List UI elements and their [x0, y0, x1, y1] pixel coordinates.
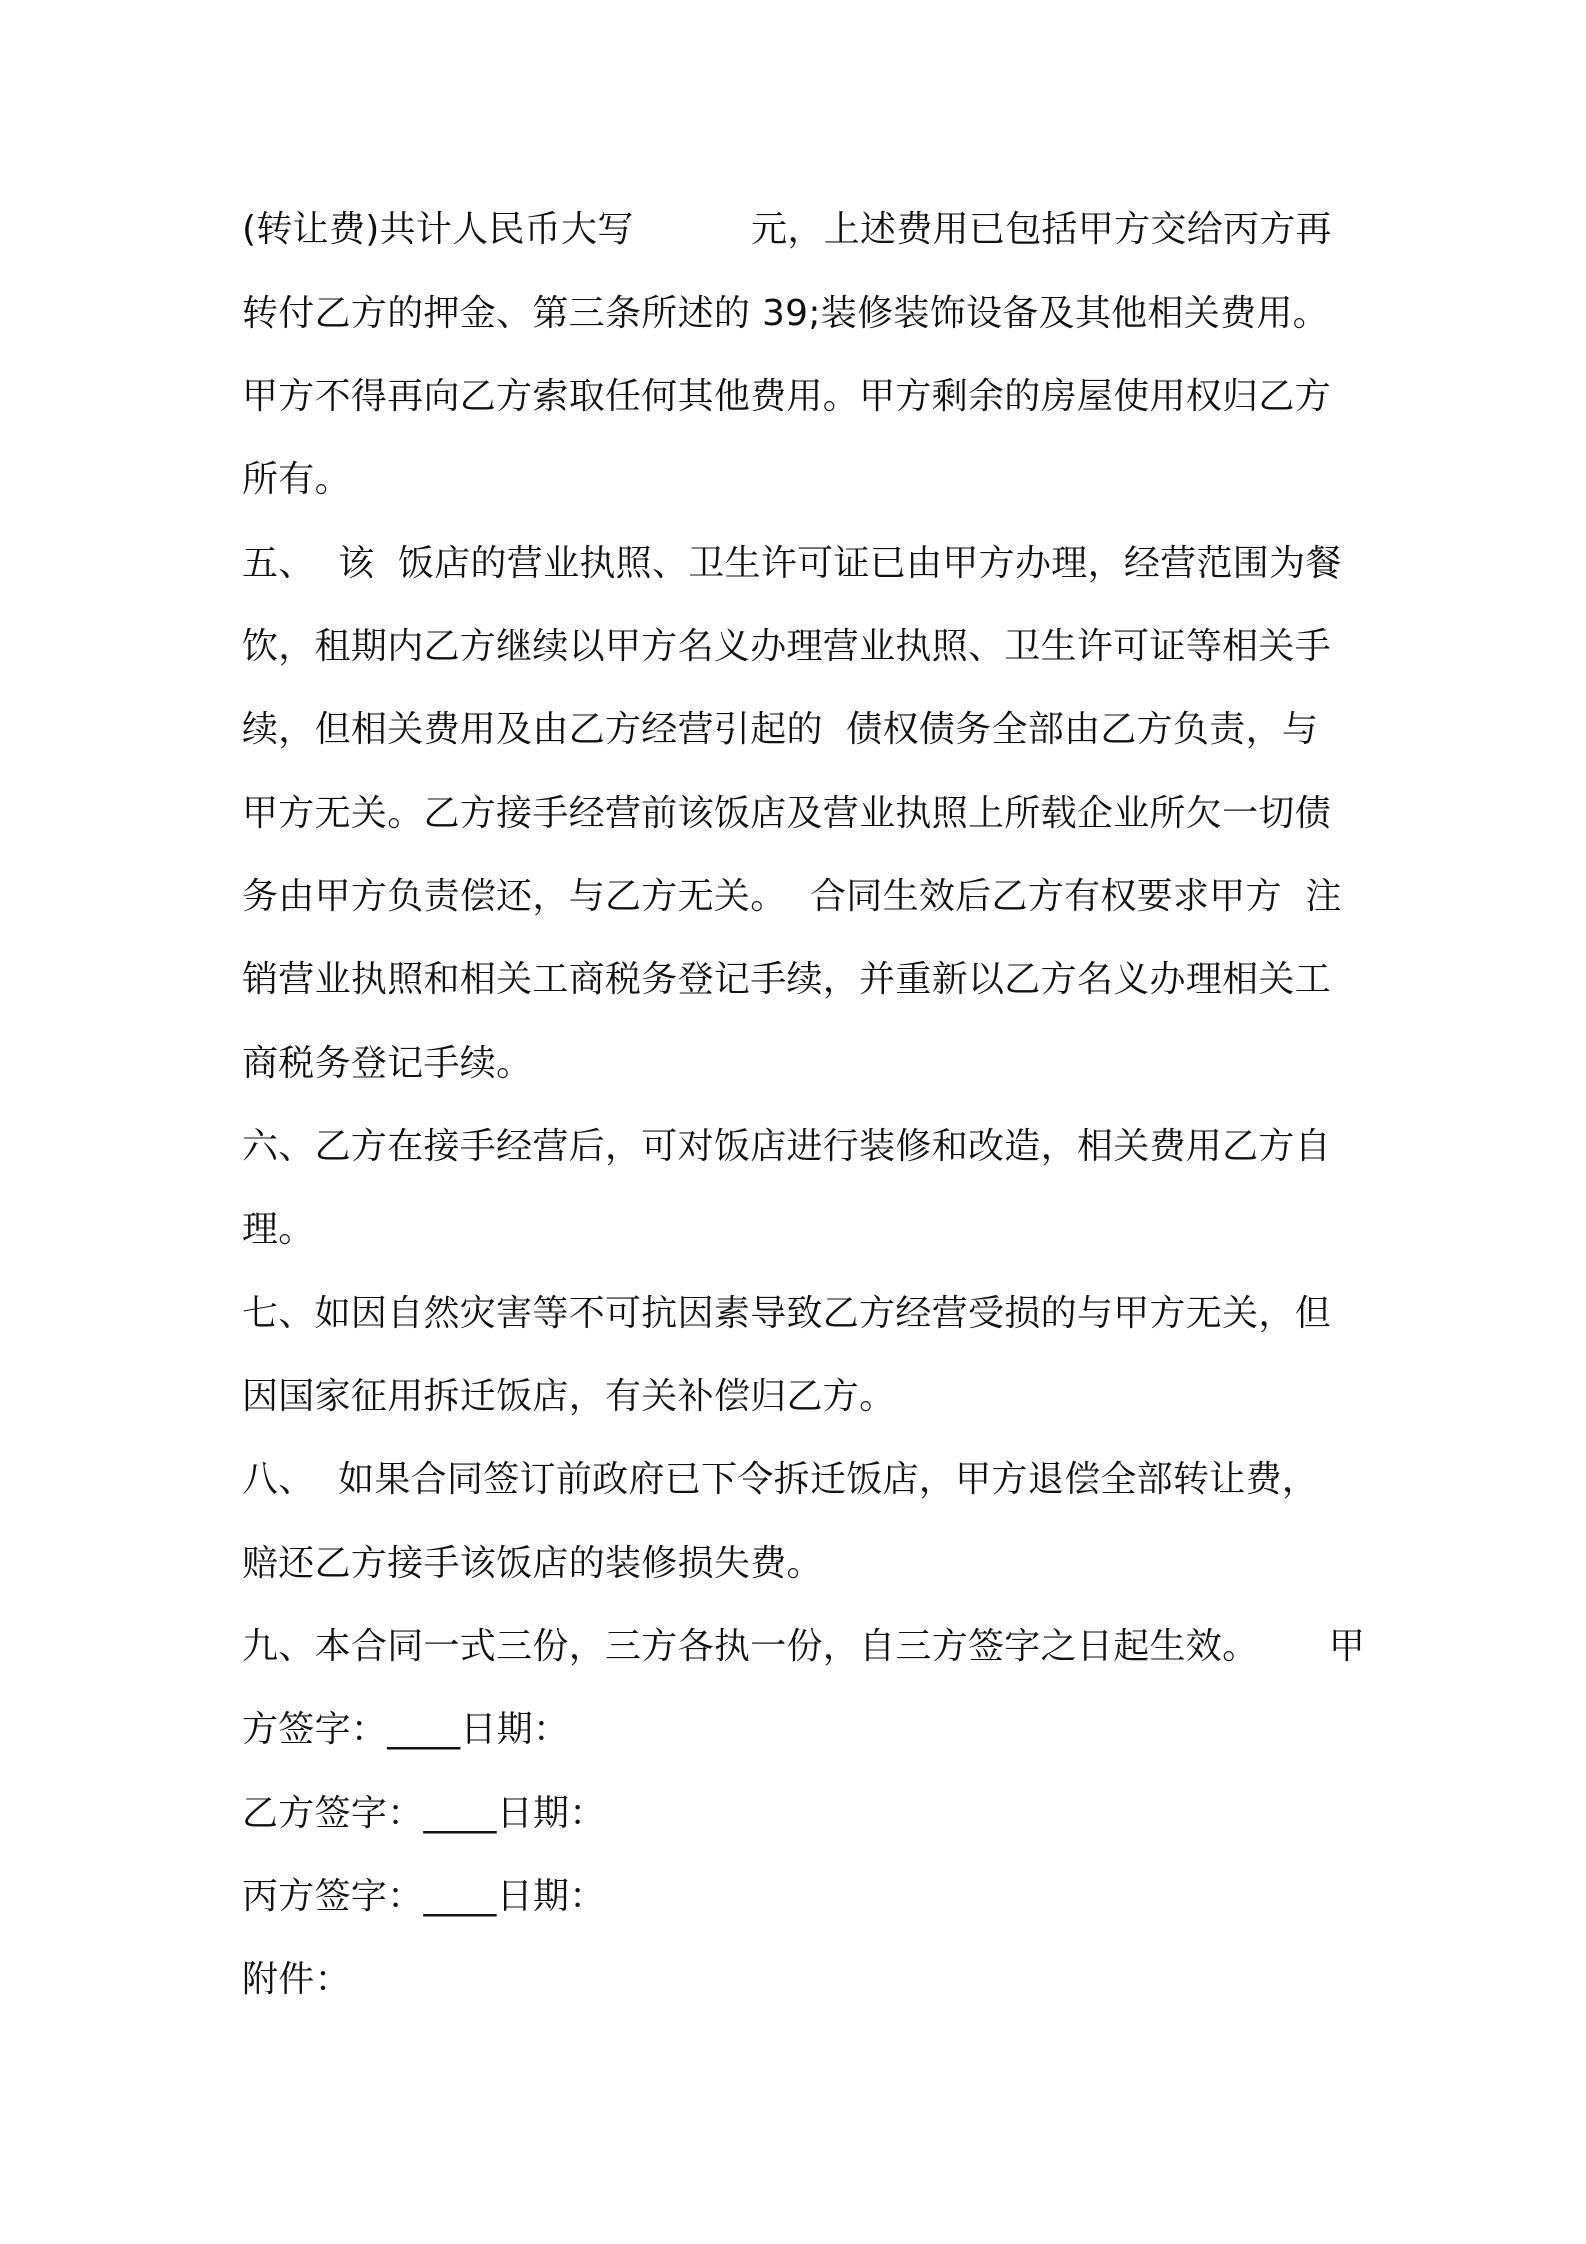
clause-6-line-1: 六、乙方在接手经营后，可对饭店进行装修和改造，相关费用乙方自: [242, 1126, 1332, 1167]
clause-5-line-6: 销营业执照和相关工商税务登记手续，并重新以乙方名义办理相关工: [242, 959, 1332, 1000]
clause-5-line-1: 五、 该 饭店的营业执照、卫生许可证已由甲方办理，经营范围为餐: [242, 543, 1342, 584]
clause-5-line-4: 甲方无关。乙方接手经营前该饭店及营业执照上所载企业所欠一切债: [242, 793, 1332, 834]
clause-7-line-1: 七、如因自然灾害等不可抗因素导致乙方经营受损的与甲方无关，但: [242, 1293, 1332, 1334]
party-b-signature-line: 乙方签字：____日期：: [242, 1793, 606, 1834]
party-a-signature-line: 方签字：____日期：: [242, 1709, 570, 1750]
clause-8-line-2: 赔还乙方接手该饭店的装修损失费。: [242, 1543, 823, 1584]
clause-9-line-1: 九、本合同一式三份，三方各执一份，自三方签字之日起生效。 甲: [242, 1626, 1366, 1667]
clause-5-line-2: 饮，租期内乙方继续以甲方名义办理营业执照、卫生许可证等相关手: [242, 626, 1332, 667]
clause-6-line-2: 理。: [242, 1209, 315, 1250]
clause-5-line-5: 务由甲方负责偿还，与乙方无关。 合同生效后乙方有权要求甲方 注: [242, 876, 1342, 917]
clause-5-line-3: 续，但相关费用及由乙方经营引起的 债权债务全部由乙方负责，与: [242, 709, 1319, 750]
paragraph-line-2: 转付乙方的押金、第三条所述的 39;装修装饰设备及其他相关费用。: [242, 293, 1329, 334]
attachment-label: 附件：: [242, 1959, 351, 2000]
party-c-signature-line: 丙方签字：____日期：: [242, 1876, 606, 1917]
paragraph-line-1: (转让费)共计人民币大写 元，上述费用已包括甲方交给丙方再: [242, 209, 1332, 250]
paragraph-line-4: 所有。: [242, 459, 351, 500]
clause-5-line-7: 商税务登记手续。: [242, 1043, 533, 1084]
clause-7-line-2: 因国家征用拆迁饭店，有关补偿归乙方。: [242, 1376, 896, 1417]
paragraph-line-3: 甲方不得再向乙方索取任何其他费用。甲方剩余的房屋使用权归乙方: [242, 376, 1332, 417]
clause-8-line-1: 八、 如果合同签订前政府已下令拆迁饭店，甲方退偿全部转让费，: [242, 1459, 1319, 1500]
